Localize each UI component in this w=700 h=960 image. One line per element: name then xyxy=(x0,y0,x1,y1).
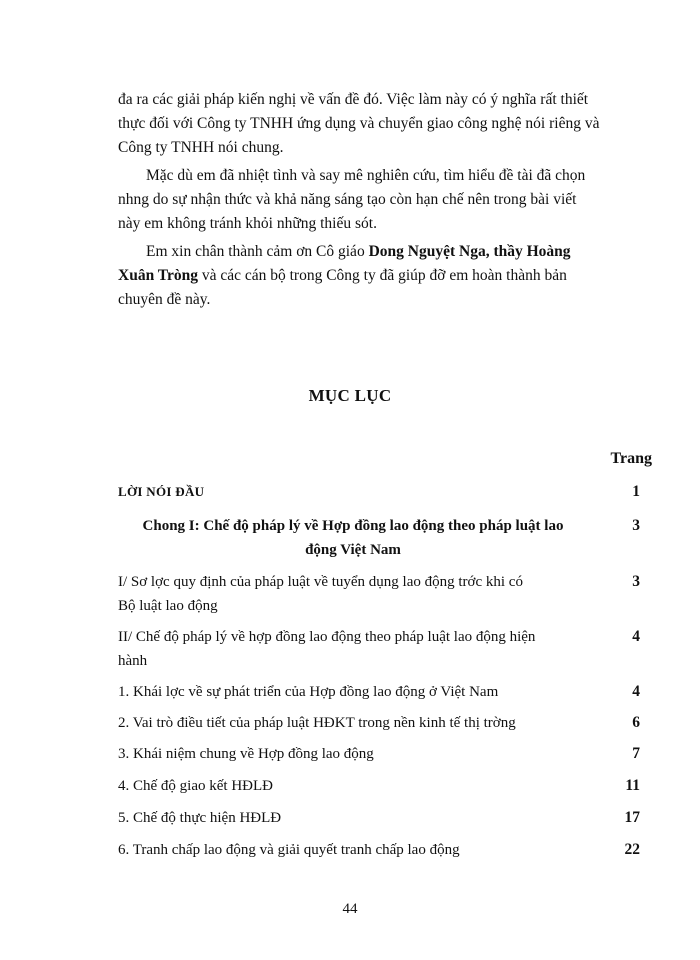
toc-entry-text: Bộ luật lao động xyxy=(118,598,218,614)
ack-teacher-names: Dong Nguyệt Nga, thầy Hoàng xyxy=(368,243,571,260)
toc-entry-text: 1. Khái lợc về sự phát triển của Hợp đồng lao động ở Việt Nam xyxy=(118,684,499,700)
toc-entry[interactable] xyxy=(118,570,640,618)
toc-entry[interactable] xyxy=(118,480,640,504)
toc-entry[interactable] xyxy=(118,838,640,862)
ack-teacher-name-2: Xuân Tròng xyxy=(118,267,198,284)
toc-title: MỤC LỤC xyxy=(308,386,392,405)
intro-paragraph-1 xyxy=(118,88,633,160)
toc-entry[interactable] xyxy=(118,680,640,704)
toc-entry-page: 6 xyxy=(632,714,640,731)
toc-entry-page: 7 xyxy=(632,745,640,762)
toc-entry-text: II/ Chế độ pháp lý về hợp đồng lao động theo pháp luật lao động hiện xyxy=(118,629,536,645)
text-line xyxy=(118,264,633,288)
ack-text: và các cán bộ trong Công ty đã giúp đỡ em hoàn thành bản xyxy=(197,267,567,284)
toc-entry-page: 3 xyxy=(632,517,640,534)
toc-entry-page: 1 xyxy=(632,483,640,500)
text-line: này em không tránh khỏi những thiếu sót. xyxy=(118,215,377,232)
toc-entry-page: 4 xyxy=(632,683,640,700)
text-line: nhng do sự nhận thức và khả năng sáng tạo còn hạn chế nên trong bài viết xyxy=(118,191,577,208)
intro-paragraph-2 xyxy=(118,164,633,236)
toc-entry[interactable] xyxy=(118,514,640,562)
toc-entry-text: I/ Sơ lợc quy định của pháp luật về tuyển dụng lao động trớc khi có xyxy=(118,574,523,590)
toc-entry-text: 2. Vai trò điều tiết của pháp luật HĐKT trong nền kinh tế thị trờng xyxy=(118,715,516,731)
intro-paragraph-3 xyxy=(118,240,633,312)
toc-entry-page: 3 xyxy=(632,573,640,590)
text-line xyxy=(118,240,633,264)
toc-entry-text: 4. Chế độ giao kết HĐLĐ xyxy=(118,778,273,794)
text-line: Công ty TNHH nói chung. xyxy=(118,139,284,156)
toc-entry-text: 3. Khái niệm chung về Hợp đồng lao động xyxy=(118,746,374,762)
toc-entry[interactable] xyxy=(118,806,640,830)
toc-entry-page: 22 xyxy=(624,841,640,858)
toc-entry-text: LỜI NÓI ĐẦU xyxy=(118,484,205,499)
toc-entry[interactable] xyxy=(118,711,640,735)
toc-entry[interactable] xyxy=(118,625,640,673)
ack-text: Em xin chân thành cảm ơn Cô giáo xyxy=(146,243,369,260)
toc-entry-text: 5. Chế độ thực hiện HĐLĐ xyxy=(118,810,282,826)
toc-entry[interactable] xyxy=(118,774,640,798)
toc-entry-text: động Việt Nam xyxy=(305,542,401,558)
toc-entry-page: 11 xyxy=(625,777,640,794)
toc-entry-page: 4 xyxy=(632,628,640,645)
toc-entry-text: Chong I: Chế độ pháp lý về Hợp đồng lao động theo pháp luật lao xyxy=(142,518,564,534)
toc-page-header: Trang xyxy=(610,450,652,467)
text-line: chuyên đề này. xyxy=(118,291,211,308)
toc-entry-text: 6. Tranh chấp lao động và giải quyết tranh chấp lao động xyxy=(118,842,460,858)
toc-entry[interactable] xyxy=(118,742,640,766)
text-line: Mặc dù em đã nhiệt tình và say mê nghiên cứu, tìm hiểu đề tài đã chọn xyxy=(146,167,586,184)
toc-entry-page: 17 xyxy=(624,809,640,826)
text-line: thực đối với Công ty TNHH ứng dụng và chuyển giao công nghệ nói riêng và xyxy=(118,115,600,132)
toc-entry-text: hành xyxy=(118,653,148,669)
page-number: 44 xyxy=(342,901,358,917)
text-line: đa ra các giải pháp kiến nghị về vấn đề đó. Việc làm này có ý nghĩa rất thiết xyxy=(118,91,589,108)
